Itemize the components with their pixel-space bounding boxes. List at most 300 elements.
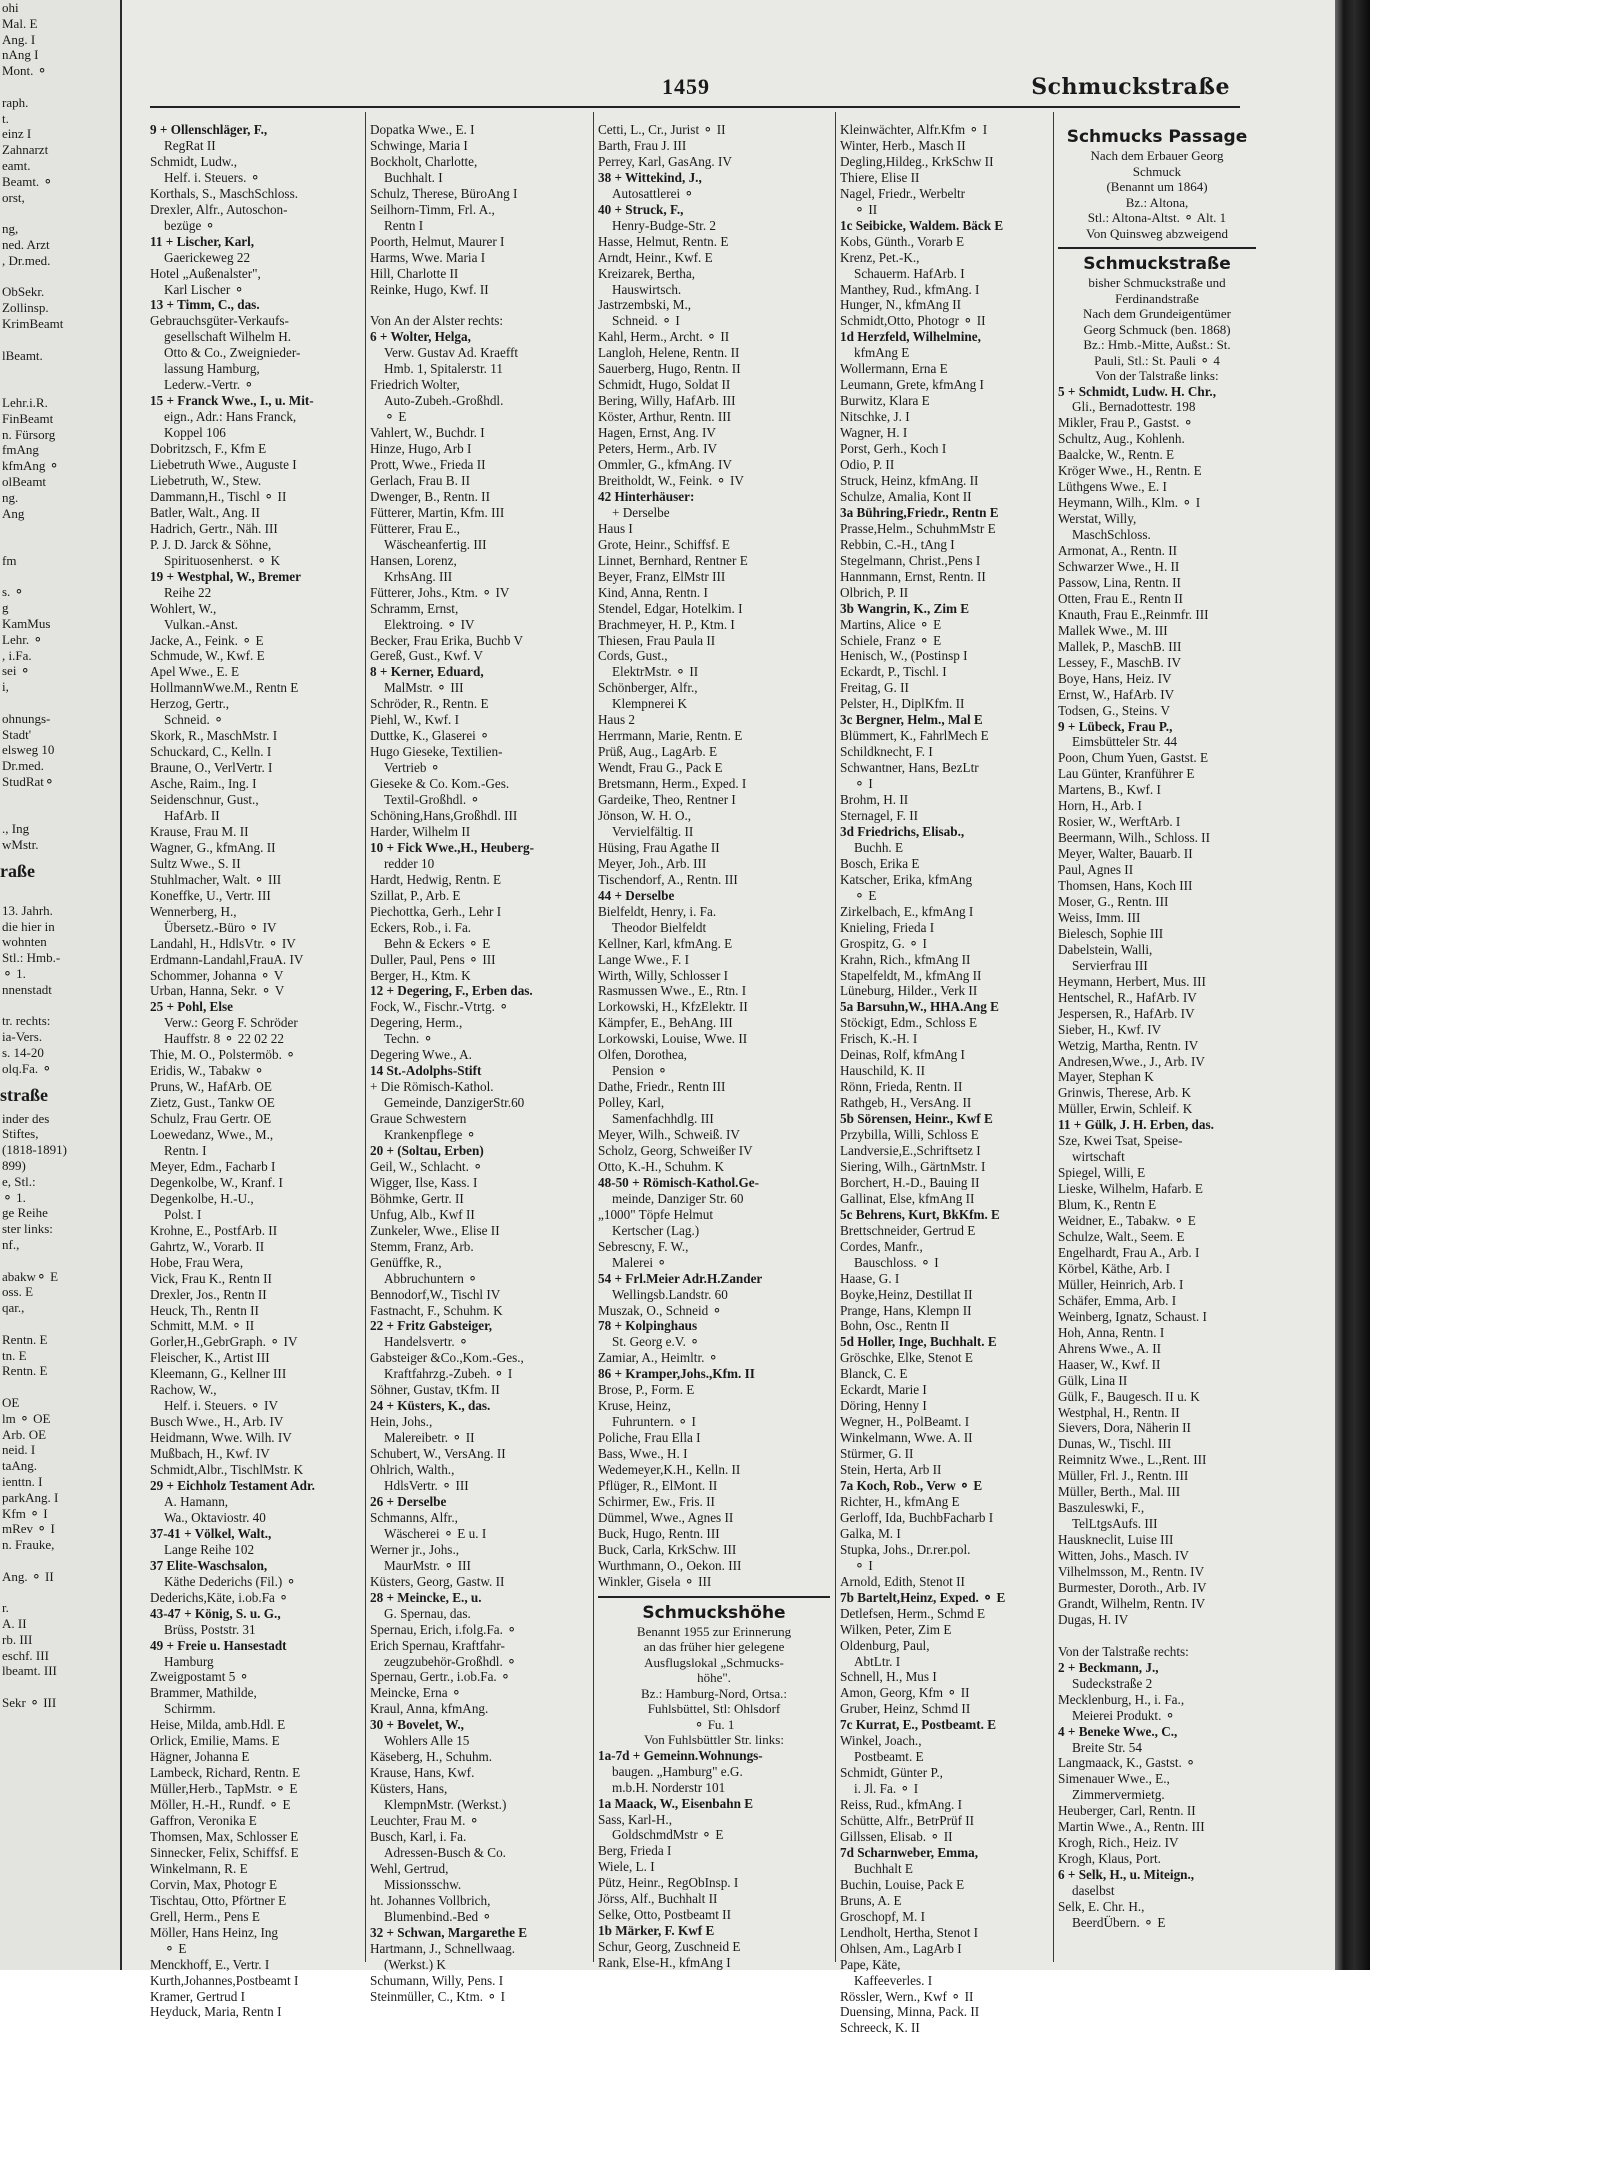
directory-entry: Haaser, W., Kwf. II (1058, 1356, 1161, 1372)
directory-entry: Brettschneider, Gertrud E (840, 1222, 976, 1238)
street-note-line: höhe". (697, 1670, 731, 1686)
directory-entry: Stendel, Edgar, Hotelkim. I (598, 600, 743, 616)
adjacent-text-line: Dr.med. (2, 758, 44, 774)
adjacent-text-line: n. Fürsorg (2, 426, 56, 442)
directory-entry: 12 + Degering, F., Erben das. (370, 983, 533, 999)
directory-entry: Gülk, Lina II (1058, 1372, 1128, 1388)
directory-entry: Orlick, Emilie, Mams. E (150, 1733, 280, 1749)
directory-entry: Mikler, Frau P., Gastst. ⚬ (1058, 415, 1194, 431)
directory-entry: AbtLtr. I (854, 1653, 901, 1669)
directory-entry: Landahl, H., HdlsVtr. ⚬ IV (150, 935, 296, 951)
directory-entry: Hüsing, Frau Agathe II (598, 839, 720, 855)
directory-entry: Odio, P. II (840, 457, 895, 473)
column-divider (593, 112, 594, 1962)
directory-entry: Peters, Herm., Arb. IV (598, 441, 718, 457)
directory-entry: 42 Hinterhäuser: (598, 488, 695, 504)
directory-entry: + Die Römisch-Kathol. (370, 1079, 494, 1095)
directory-entry: i. Jl. Fa. ⚬ I (854, 1781, 919, 1797)
adjacent-text-line: ienttn. I (2, 1473, 43, 1489)
directory-entry: Kind, Anna, Rentn. I (598, 584, 708, 600)
directory-entry: Skork, R., MaschMstr. I (150, 728, 278, 744)
directory-entry: Gieseke & Co. Kom.-Ges. (370, 776, 510, 792)
directory-entry: Grospitz, G. ⚬ I (840, 935, 927, 951)
directory-entry: Muszak, O., Schneid ⚬ (598, 1302, 723, 1318)
directory-entry: m.b.H. Norderstr 101 (612, 1779, 726, 1795)
adjacent-text-line: elsweg 10 (2, 742, 55, 758)
directory-entry: Schmanns, Alfr., (370, 1509, 458, 1525)
directory-entry: Helf. i. Steuers. ⚬ IV (164, 1398, 278, 1414)
directory-entry: 8 + Kerner, Eduard, (370, 664, 484, 680)
directory-entry: Schwarzer Wwe., H. II (1058, 558, 1180, 574)
directory-entry: 7a Koch, Rob., Verw ⚬ E (840, 1478, 983, 1494)
directory-entry: Eckardt, Marie I (840, 1382, 927, 1398)
adjacent-text-line: die hier in (2, 918, 55, 934)
directory-entry: Fock, W., Fischr.-Vtrtg. ⚬ (370, 999, 510, 1015)
adjacent-text-line (0, 998, 120, 1014)
column-1 (150, 122, 360, 2020)
directory-entry: Seidenschnur, Gust., (150, 792, 259, 808)
directory-entry: Ommler, G., kfmAng. IV (598, 457, 732, 473)
adjacent-text-line: ned. Arzt (2, 236, 50, 252)
adjacent-heading-1: raße (0, 861, 35, 882)
directory-entry: Winter, Herb., Masch II (840, 137, 966, 153)
directory-entry: baugen. „Hamburg" e.G. (612, 1763, 743, 1779)
directory-entry: Dugas, H. IV (1058, 1611, 1129, 1627)
adjacent-text-line: g (2, 600, 9, 616)
street-title: Schmuckshöhe (642, 1602, 786, 1623)
directory-entry: Rathgeb, H., VersAng. II (840, 1095, 972, 1111)
directory-entry: Otto, K.-H., Schuhm. K (598, 1158, 725, 1174)
directory-entry: Sauerberg, Hugo, Rentn. II (598, 361, 741, 377)
directory-entry: Fütterer, Martin, Kfm. III (370, 504, 505, 520)
directory-entry: Gereß, Gust., Kwf. V (370, 648, 483, 664)
adjacent-text-line: lm ⚬ OE (2, 1410, 51, 1426)
street-note-line: Bz.: Hamburg-Nord, Ortsa.: (641, 1685, 787, 1701)
directory-entry: Rössler, Wern., Kwf ⚬ II (840, 1988, 974, 2004)
directory-entry: Kraul, Anna, kfmAng. (370, 1701, 489, 1717)
directory-entry: 32 + Schwan, Margarethe E (370, 1924, 528, 1940)
directory-entry: Ahrens Wwe., A. II (1058, 1340, 1162, 1356)
directory-entry: Weinberg, Ignatz, Schaust. I (1058, 1308, 1207, 1324)
directory-entry: Hein, Johs., (370, 1414, 433, 1430)
directory-entry: Ernst, W., HafArb. IV (1058, 686, 1175, 702)
adjacent-text-line: nnenstadt (2, 981, 52, 997)
directory-entry: Wagner, G., kfmAng. II (150, 839, 276, 855)
directory-entry: Duensing, Minna, Pack. II (840, 2004, 980, 2020)
directory-entry: ⚬ II (854, 201, 878, 217)
adjacent-text-line: , i.Fa. (2, 647, 32, 663)
directory-entry: 43-47 + König, S. u. G., (150, 1605, 281, 1621)
directory-entry: Krogh, Klaus, Port. (1058, 1851, 1161, 1867)
directory-entry: MaschSchloss. (1072, 527, 1151, 543)
directory-entry: 5a Barsuhn,W., HHA.Ang E (840, 999, 999, 1015)
adjacent-text-line (0, 205, 120, 221)
directory-entry: Hartmann, J., Schnellwaag. (370, 1940, 516, 1956)
directory-entry: Todsen, G., Steins. V (1058, 702, 1171, 718)
directory-entry: Mallek Wwe., M. III (1058, 622, 1168, 638)
street-title: Schmuckstraße (1083, 254, 1231, 274)
column-divider (365, 112, 366, 1962)
directory-entry: Hamburg (164, 1653, 214, 1669)
directory-entry: Martin Wwe., A., Rentn. III (1058, 1819, 1205, 1835)
directory-entry: HafArb. II (164, 807, 220, 823)
directory-entry: 30 + Bovelet, W., (370, 1717, 464, 1733)
directory-entry: 28 + Meincke, E., u. (370, 1589, 482, 1605)
adjacent-text-line: Rentn. E (2, 1363, 48, 1379)
directory-entry: Linnet, Bernhard, Rentner E (598, 552, 748, 568)
directory-entry: Elektroing. ⚬ IV (384, 616, 475, 632)
directory-entry: Stupka, Johs., Dr.rer.pol. (840, 1541, 971, 1557)
directory-entry: Behn & Eckers ⚬ E (384, 935, 491, 951)
directory-entry: Liebetruth Wwe., Auguste I (150, 457, 297, 473)
directory-entry: Blanck, C. E (840, 1366, 908, 1382)
directory-entry: Cetti, L., Cr., Jurist ⚬ II (598, 122, 726, 137)
directory-entry: Reiss, Rud., kfmAng. I (840, 1797, 962, 1813)
directory-entry: Grinwis, Therese, Arb. K (1058, 1085, 1192, 1101)
column-4 (840, 122, 1048, 2036)
directory-entry: Stapelfeldt, M., kfmAng II (840, 967, 982, 983)
adjacent-text-line: ng. (2, 489, 19, 505)
directory-entry: Martens, B., Kwf. I (1058, 782, 1161, 798)
directory-entry: Braune, O., VerlVertr. I (150, 760, 273, 776)
directory-entry: Herrmann, Marie, Rentn. E (598, 728, 743, 744)
directory-entry: Bass, Wwe., H. I (598, 1446, 688, 1462)
directory-entry: daselbst (1072, 1883, 1115, 1899)
adjacent-text-line: KamMus (2, 616, 51, 632)
directory-entry: Bering, Willy, HafArb. III (598, 393, 736, 409)
street-note-line: Schmuck (1132, 163, 1182, 179)
directory-entry: Bohn, Osc., Rentn II (840, 1318, 950, 1334)
directory-entry: Witten, Johs., Masch. IV (1058, 1548, 1189, 1564)
directory-entry: Reinke, Hugo, Kwf. II (370, 281, 489, 297)
directory-entry: Oldenburg, Paul, (840, 1637, 930, 1653)
directory-entry: Henisch, W., (Postinsp I (840, 648, 968, 664)
directory-entry: 9 + Lübeck, Frau P., (1058, 718, 1173, 734)
directory-entry: 10 + Fick Wwe.,H., Heuberg- (370, 839, 535, 855)
directory-entry: Schirmer, Ew., Fris. II (598, 1493, 715, 1509)
adjacent-text-line: Mont. ⚬ (2, 63, 48, 79)
directory-entry: Schildknecht, F. I (840, 744, 933, 760)
directory-entry: (Werkst.) K (384, 1956, 446, 1972)
directory-entry (1058, 1628, 1256, 1644)
adjacent-text-line: Stadt' (2, 726, 32, 742)
directory-entry: Rosier, W., WerftArb. I (1058, 814, 1181, 830)
directory-entry: Helf. i. Steuers. ⚬ (164, 169, 261, 185)
directory-entry: Dabelstein, Walli, (1058, 941, 1153, 957)
adjacent-text-line: nf., (2, 1236, 20, 1252)
adjacent-text-line (0, 887, 120, 903)
directory-entry: Vertrieb ⚬ (384, 760, 441, 776)
directory-entry: Schubert, W., VersAng. II (370, 1446, 506, 1462)
directory-entry: Thiesen, Frau Paula II (598, 632, 716, 648)
adjacent-text-line (0, 1379, 120, 1395)
directory-entry: MalMstr. ⚬ III (384, 680, 464, 696)
directory-entry: Beyer, Franz, ElMstr III (598, 568, 726, 584)
directory-entry: lassung Hamburg, (164, 361, 260, 377)
directory-entry: Groschopf, M. I (840, 1908, 925, 1924)
directory-entry: Theodor Bielfeldt (612, 919, 707, 935)
adjacent-text-line: eamt. (2, 157, 31, 173)
directory-entry: Dederichs,Käte, i.ob.Fa ⚬ (150, 1589, 290, 1605)
directory-entry: Borchert, H.-D., Bauing II (840, 1174, 980, 1190)
directory-entry: Seilhorn-Timm, Frl. A., (370, 201, 495, 217)
directory-entry: Hadrich, Gertr., Näh. III (150, 520, 278, 536)
directory-entry: Sass, Karl-H., (598, 1811, 672, 1827)
directory-entry: Meyer, Walter, Bauarb. II (1058, 846, 1193, 862)
adjacent-text-line: ia-Vers. (2, 1029, 43, 1045)
directory-entry: ElektrMstr. ⚬ II (612, 664, 699, 680)
adjacent-text-line: olq.Fa. ⚬ (2, 1060, 53, 1076)
adjacent-text-line (0, 1253, 120, 1269)
directory-entry: Zimmervermietg. (1072, 1787, 1165, 1803)
adjacent-text-line: wohnten (2, 934, 47, 950)
directory-entry: Gorler,H.,GebrGraph. ⚬ IV (150, 1334, 298, 1350)
street-note-line: Von Fuhlsbüttler Str. links: (644, 1732, 784, 1748)
directory-entry: Verw.: Georg F. Schröder (164, 1015, 298, 1031)
directory-entry: Hagen, Ernst, Ang. IV (598, 425, 716, 441)
directory-entry: kfmAng E (854, 345, 910, 361)
adjacent-text-line: orst, (2, 189, 25, 205)
directory-entry: Siering, Wilh., GärtnMstr. I (840, 1158, 986, 1174)
directory-entry: Stürmer, G. II (840, 1446, 914, 1462)
directory-entry: Selk, E. Chr. H., (1058, 1899, 1145, 1915)
street-note-line: Nach dem Grundeigentümer (1082, 306, 1231, 321)
directory-entry: Gli., Bernadottestr. 198 (1072, 399, 1196, 415)
directory-entry: Moser, G., Rentn. III (1058, 894, 1169, 909)
directory-entry: Wetzig, Martha, Rentn. IV (1058, 1037, 1199, 1053)
directory-entry: eign., Adr.: Hans Franck, (164, 409, 297, 425)
directory-entry: meinde, Danziger Str. 60 (612, 1190, 744, 1206)
directory-entry: Lessey, F., MaschB. IV (1058, 654, 1181, 670)
directory-entry: Degering Wwe., A. (370, 1047, 472, 1063)
directory-entry: Przybilla, Willi, Schloss E (840, 1127, 979, 1143)
directory-entry: Stegelmann, Christ.,Pens I (840, 552, 981, 568)
directory-entry: Manthey, Rud., kfmAng. I (840, 281, 980, 297)
directory-entry: Mayer, Stephan K (1058, 1069, 1154, 1085)
directory-entry: Bielfeldt, Henry, i. Fa. (598, 903, 717, 919)
directory-entry: P. J. D. Jarck & Söhne, (150, 536, 272, 552)
directory-entry: 5c Behrens, Kurt, BkKfm. E (840, 1206, 1000, 1222)
directory-entry: Prange, Hans, Klempn II (840, 1302, 972, 1318)
directory-entry: Hauffstr. 8 ⚬ 22 02 22 (164, 1031, 284, 1047)
directory-entry: Buchin, Louise, Pack E (840, 1876, 965, 1892)
directory-entry: Dwenger, B., Rentn. II (370, 488, 490, 504)
directory-entry: Sudeckstraße 2 (1072, 1675, 1153, 1691)
directory-entry: Piehl, W., Kwf. I (370, 712, 460, 728)
directory-entry: 13 + Timm, C., das. (150, 297, 260, 313)
directory-entry: Amon, Georg, Kfm ⚬ II (840, 1685, 970, 1701)
directory-entry: Henry-Budge-Str. 2 (612, 217, 717, 233)
directory-entry: Schmidt, Ludw., (150, 153, 238, 169)
directory-entry: Langmaack, K., Gastst. ⚬ (1058, 1755, 1197, 1771)
directory-entry: 1d Herzfeld, Wilhelmine, (840, 329, 981, 345)
directory-entry: Heymann, Herbert, Mus. III (1058, 973, 1206, 989)
adjacent-text-line: kfmAng ⚬ (2, 458, 60, 474)
directory-entry: Langloh, Helene, Rentn. II (598, 345, 740, 361)
directory-entry: Hägner, Johanna E (150, 1749, 250, 1765)
directory-entry: Nagel, Friedr., Werbeltr (840, 185, 966, 201)
adjacent-text-line: Stl.: Hmb.- (2, 950, 61, 966)
directory-entry: Prott, Wwe., Frieda II (370, 457, 486, 473)
directory-entry: Martins, Alice ⚬ E (840, 616, 942, 632)
directory-entry: Hauskneclit, Luise III (1058, 1532, 1174, 1548)
adjacent-text-line: n. Frauke, (2, 1537, 55, 1553)
column-3 (598, 122, 830, 1971)
directory-entry: Döring, Henny I (840, 1398, 927, 1414)
directory-entry: Jespersen, R., HafArb. IV (1058, 1005, 1195, 1021)
directory-entry: HdlsVertr. ⚬ III (384, 1478, 469, 1494)
directory-entry: Hoh, Anna, Rentn. I (1058, 1324, 1165, 1340)
directory-entry: Gebrauchsgüter-Verkaufs- (150, 313, 289, 329)
directory-entry: Wiele, L. I (598, 1859, 655, 1875)
street-note-line: an das früher hier gelegene (643, 1639, 785, 1655)
directory-entry: 20 + (Soltau, Erben) (370, 1143, 484, 1158)
street-note-line: Fuhlsbüttel, Stl: Ohlsdorf (647, 1701, 781, 1717)
directory-entry: Tischtau, Otto, Pförtner E (150, 1892, 287, 1908)
directory-entry: Kreizarek, Bertha, (598, 265, 696, 281)
directory-entry: Schumann, Willy, Pens. I (370, 1972, 504, 1988)
directory-entry: Krause, Hans, Kwf. (370, 1765, 475, 1781)
adjacent-text-line: ng, (2, 221, 19, 237)
directory-entry: Von An der Alster rechts: (370, 313, 504, 329)
directory-entry: Mallek, P., MaschB. III (1058, 638, 1182, 654)
directory-entry: Baszuleswki, F., (1058, 1500, 1145, 1516)
directory-entry: 40 + Struck, F., (598, 201, 684, 217)
street-note-line: bisher Schmuckstraße und (1088, 275, 1226, 290)
directory-entry: Müller, Erwin, Schleif. K (1058, 1101, 1193, 1117)
directory-entry: Schütte, Alfr., BetrPrüf II (840, 1813, 975, 1829)
directory-entry: Fuhruntern. ⚬ I (612, 1414, 696, 1430)
directory-entry: Thie, M. O., Polstermöb. ⚬ (150, 1047, 297, 1063)
directory-entry: Dammann,H., Tischl ⚬ II (150, 488, 287, 504)
directory-entry: Krohne, E., PostfArb. II (150, 1222, 278, 1238)
directory-entry: Blümmert, K., FahrlMech E (840, 728, 989, 744)
directory-entry: Horn, H., Arb. I (1058, 798, 1142, 814)
directory-entry: Schäfer, Emma, Arb. I (1058, 1292, 1177, 1308)
directory-entry: Haus 2 (598, 712, 635, 728)
directory-entry: Weidner, E., Tabakw. ⚬ E (1058, 1213, 1196, 1229)
directory-entry: Apel Wwe., E. E (150, 664, 240, 680)
directory-entry: Gallinat, Else, kfmAng II (840, 1190, 975, 1206)
directory-entry: ⚬ E (854, 887, 877, 903)
directory-entry: Pruns, W., HafArb. OE (150, 1079, 272, 1095)
directory-entry: 29 + Eichholz Testament Adr. (150, 1478, 315, 1494)
directory-entry: Krankenpflege ⚬ (384, 1127, 477, 1143)
directory-entry: Sieber, H., Kwf. IV (1058, 1021, 1162, 1037)
directory-entry: Schröder, R., Rentn. E (370, 696, 489, 712)
directory-entry: St. Georg e.V. ⚬ (612, 1334, 701, 1350)
directory-entry: Andresen,Wwe., J., Arb. IV (1058, 1053, 1205, 1069)
directory-entry: Buchh. E (854, 839, 904, 855)
directory-entry: Auto-Zubeh.-Großhdl. (384, 393, 504, 409)
adjacent-text-line: Lehr.i.R. (2, 394, 48, 410)
directory-entry: Wedemeyer,K.H., Kelln. II (598, 1462, 741, 1478)
directory-entry: KlempnMstr. (Werkst.) (384, 1797, 507, 1813)
directory-entry: Rentn I (384, 217, 424, 233)
directory-entry: Knauth, Frau E.,Reinmfr. III (1058, 606, 1209, 622)
directory-entry: Urban, Hanna, Sekr. ⚬ V (150, 983, 285, 999)
adjacent-text-line: Sekr ⚬ III (2, 1695, 57, 1711)
adjacent-text-line: einz I (2, 126, 32, 142)
directory-entry: Boyke,Heinz, Destillat II (840, 1286, 973, 1302)
directory-entry: Jörss, Alf., Buchhalt II (598, 1891, 718, 1907)
directory-entry: 6 + Wolter, Helga, (370, 329, 471, 345)
directory-entry: Adressen-Busch & Co. (384, 1844, 506, 1860)
directory-entry: Zunkeler, Wwe., Elise II (370, 1222, 500, 1238)
directory-entry: Söhner, Gustav, tKfm. II (370, 1382, 500, 1398)
directory-entry: Klempnerei K (612, 696, 688, 712)
directory-entry: Wilken, Peter, Zim E (840, 1621, 952, 1637)
directory-entry: Hannmann, Ernst, Rentn. II (840, 568, 986, 584)
directory-entry: Pelster, H., DiplKfm. II (840, 696, 965, 712)
adjacent-text-line: StudRat⚬ (2, 774, 55, 790)
directory-entry: Gahrtz, W., Vorarb. II (150, 1238, 265, 1254)
directory-entry: Leuchter, Frau M. ⚬ (370, 1813, 480, 1829)
directory-entry: Gerloff, Ida, BuchbFacharb I (840, 1509, 994, 1525)
adjacent-text-line: sei ⚬ (2, 663, 31, 679)
directory-entry: Haus I (598, 520, 633, 536)
directory-entry: Jastrzembski, M., (598, 297, 692, 313)
directory-entry: Herzog, Gertr., (150, 696, 230, 712)
directory-entry: G. Spernau, das. (384, 1605, 471, 1621)
directory-entry: Barth, Frau J. III (598, 137, 687, 153)
directory-entry: 5d Holler, Inge, Buchhalt. E (840, 1334, 997, 1350)
directory-entry: Eckardt, P., Tischl. I (840, 664, 947, 680)
adjacent-text-line (0, 1679, 120, 1695)
directory-entry: wirtschaft (1072, 1149, 1125, 1165)
directory-entry: Wagner, H. I (840, 425, 908, 441)
directory-entry: 1a-7d + Gemeinn.Wohnungs- (598, 1747, 763, 1763)
adjacent-text-line: ⚬ 1. (2, 1189, 26, 1205)
directory-entry: 19 + Westphal, W., Bremer (150, 568, 301, 584)
adjacent-text-line: Beamt. ⚬ (2, 173, 54, 189)
directory-entry: Schulz, Frau Gertr. OE (150, 1111, 272, 1127)
directory-entry: Vervielfältig. II (612, 823, 694, 839)
adjacent-text-line: t. (2, 110, 9, 126)
directory-entry: 44 + Derselbe (598, 887, 675, 903)
directory-entry: Weiss, Imm. III (1058, 909, 1141, 925)
directory-entry: Hauswirtsch. (612, 281, 682, 297)
directory-entry: Spirituosenherst. ⚬ K (164, 552, 281, 568)
directory-entry: Heise, Milda, amb.Hdl. E (150, 1717, 286, 1733)
directory-entry: Hotel „Außenalster", (150, 265, 261, 281)
directory-entry: Tischendorf, A., Rentn. III (598, 871, 738, 887)
directory-entry: Sze, Kwei Tsat, Speise- (1058, 1133, 1183, 1149)
directory-entry: Wegner, H., PolBeamt. I (840, 1414, 970, 1430)
directory-entry: Lüneburg, Hilder., Verk II (840, 983, 978, 999)
directory-entry: Übersetz.-Büro ⚬ IV (164, 919, 277, 935)
directory-entry: 7d Scharnweber, Emma, (840, 1844, 978, 1860)
street-note-line: Von Quinsweg abzweigend (1085, 225, 1228, 241)
directory-entry: Winkler, Gisela ⚬ III (598, 1573, 712, 1589)
directory-entry: Lange Wwe., F. I (598, 951, 689, 967)
adjacent-text-line (0, 79, 120, 95)
directory-entry: Kleemann, G., Kellner III (150, 1366, 287, 1382)
directory-entry: 22 + Fritz Gabsteiger, (370, 1318, 493, 1334)
directory-entry: Krause, Frau M. II (150, 823, 249, 839)
directory-entry: Asche, Raim., Ing. I (150, 776, 257, 792)
directory-entry: Bockholt, Charlotte, (370, 153, 478, 169)
adjacent-text-line: parkAng. I (2, 1489, 59, 1505)
directory-entry: Dopatka Wwe., E. I (370, 122, 475, 137)
adjacent-text-line: eschf. III (2, 1647, 49, 1663)
directory-entry: Meyer, Joh., Arb. III (598, 855, 707, 871)
adjacent-text-line (0, 806, 120, 822)
adjacent-text-line: lbeamt. III (2, 1663, 57, 1679)
street-note-line: Georg Schmuck (ben. 1868) (1083, 321, 1231, 337)
directory-entry: Käseberg, H., Schuhm. (370, 1749, 493, 1765)
directory-entry: GoldschmdMstr ⚬ E (612, 1827, 724, 1843)
